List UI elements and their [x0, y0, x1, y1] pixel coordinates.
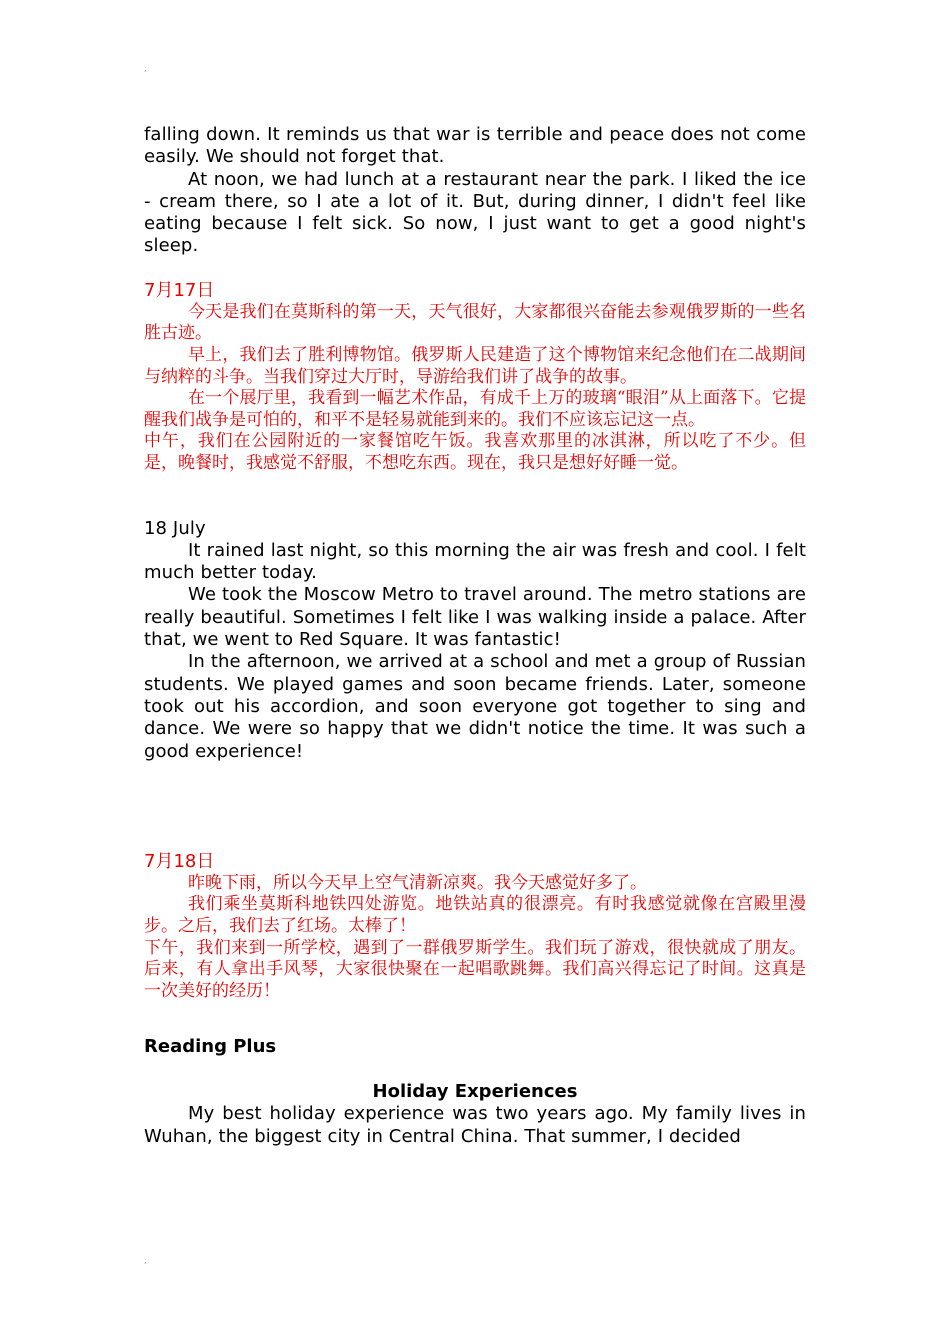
- diary-paragraph: At noon, we had lunch at a restaurant near the park. I liked the ice - cream there, so I ate a lot of it. But, during dinner, I didn't feel like eating because I felt sick. So now, I just want to get a good night's sleep.: [144, 168, 806, 257]
- chinese-paragraph: 昨晚下雨，所以今天早上空气清新凉爽。我今天感觉好多了。: [188, 872, 647, 893]
- diary-paragraph: falling down. It reminds us that war is terrible and peace does not come easily. We should not forget that.: [144, 124, 806, 168]
- chinese-paragraph: 早上，我们去了胜利博物馆。俄罗斯人民建造了这个博物馆来纪念他们在二战期间与纳粹的斗争。当我们穿过大厅时，导游给我们讲了战争的故事。: [144, 344, 806, 387]
- diary-date: 7月17日: [144, 279, 215, 301]
- diary-paragraph: We took the Moscow Metro to travel around. The metro stations are really beautiful. Sometimes I felt like I was walking inside a palace. After that, we went to Red Square. It was fantastic!: [144, 584, 806, 651]
- chinese-paragraph: 在一个展厅里，我看到一幅艺术作品，有成千上万的玻璃“眼泪”从上面落下。它提醒我们战争是可怕的，和平不是轻易就能到来的。我们不应该忘记这一点。: [144, 388, 806, 430]
- chinese-paragraph: 中午，我们在公园附近的一家餐馆吃午饭。我喜欢那里的冰淇淋，所以吃了不少。但是，晚餐时，我感觉不舒服，不想吃东西。现在，我只是想好好睡一觉。: [144, 431, 806, 473]
- article-title: Holiday Experiences: [372, 1081, 578, 1103]
- footer-mark: ˰: [144, 1255, 147, 1265]
- diary-paragraph: In the afternoon, we arrived at a school and met a group of Russian students. We played games and soon became friends. Later, someone took out his accordion, and soon everyone got together to sing and dance. We were so happy that we didn't notice the time. It was such a good experience!: [144, 651, 806, 762]
- diary-date: 18 July: [144, 517, 206, 539]
- chinese-paragraph: 我们乘坐莫斯科地铁四处游览。地铁站真的很漂亮。有时我感觉就像在宫殿里漫步。之后，我们去了红场。太棒了！: [144, 894, 806, 936]
- article-paragraph: My best holiday experience was two years ago. My family lives in Wuhan, the biggest city in Central China. That summer, I decided: [144, 1103, 806, 1147]
- diary-date: 7月18日: [144, 850, 215, 872]
- section-heading: Reading Plus: [144, 1036, 277, 1058]
- chinese-paragraph: 下午，我们来到一所学校，遇到了一群俄罗斯学生。我们玩了游戏，很快就成了朋友。后来，有人拿出手风琴，大家很快聚在一起唱歌跳舞。我们高兴得忘记了时间。这真是一次美好的经历！: [144, 937, 806, 1001]
- document-body: [144, 124, 806, 1148]
- diary-paragraph: It rained last night, so this morning the air was fresh and cool. I felt much better today.: [144, 539, 806, 584]
- chinese-paragraph: 今天是我们在莫斯科的第一天，天气很好，大家都很兴奋能去参观俄罗斯的一些名胜古迹。: [144, 301, 806, 344]
- header-mark: ˰: [144, 63, 147, 73]
